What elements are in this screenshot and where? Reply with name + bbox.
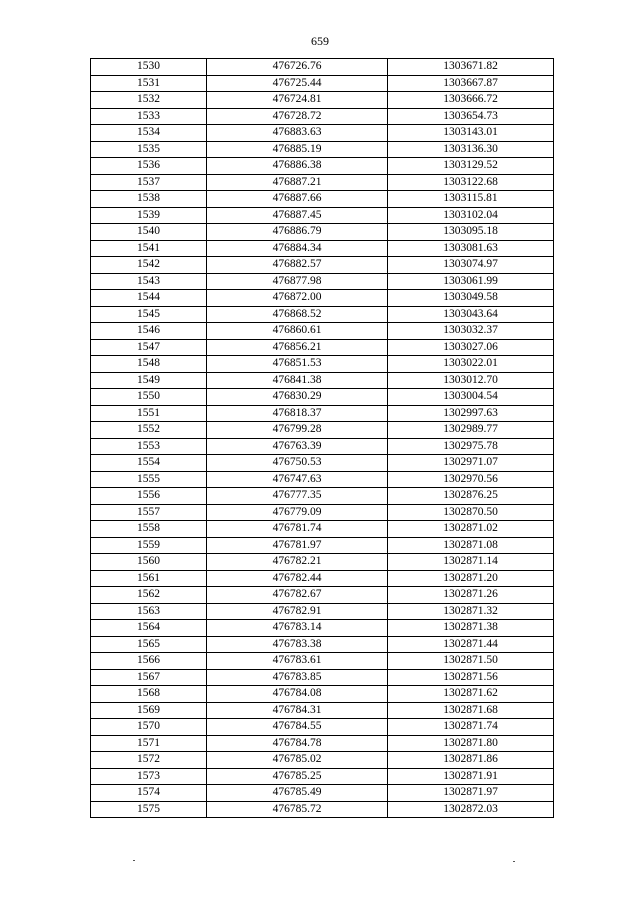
x-coordinate-cell: 476860.61 bbox=[207, 323, 388, 340]
y-coordinate-cell: 1302871.38 bbox=[388, 620, 554, 637]
table-row bbox=[91, 207, 554, 224]
table-row bbox=[91, 455, 554, 472]
point-number-cell: 1553 bbox=[91, 438, 207, 455]
y-coordinate-cell: 1302871.20 bbox=[388, 570, 554, 587]
table-row bbox=[91, 356, 554, 373]
y-coordinate-cell: 1303061.99 bbox=[388, 273, 554, 290]
table-row bbox=[91, 669, 554, 686]
table-row bbox=[91, 240, 554, 257]
x-coordinate-cell: 476779.09 bbox=[207, 504, 388, 521]
y-coordinate-cell: 1303136.30 bbox=[388, 141, 554, 158]
point-number-cell: 1556 bbox=[91, 488, 207, 505]
table-row bbox=[91, 92, 554, 109]
y-coordinate-cell: 1303095.18 bbox=[388, 224, 554, 241]
y-coordinate-cell: 1303081.63 bbox=[388, 240, 554, 257]
y-coordinate-cell: 1302871.56 bbox=[388, 669, 554, 686]
x-coordinate-cell: 476785.72 bbox=[207, 801, 388, 818]
table-row bbox=[91, 108, 554, 125]
y-coordinate-cell: 1302871.32 bbox=[388, 603, 554, 620]
point-number-cell: 1548 bbox=[91, 356, 207, 373]
x-coordinate-cell: 476887.21 bbox=[207, 174, 388, 191]
point-number-cell: 1565 bbox=[91, 636, 207, 653]
x-coordinate-cell: 476868.52 bbox=[207, 306, 388, 323]
point-number-cell: 1572 bbox=[91, 752, 207, 769]
y-coordinate-cell: 1302871.74 bbox=[388, 719, 554, 736]
scan-speck bbox=[133, 860, 135, 861]
point-number-cell: 1531 bbox=[91, 75, 207, 92]
table-row bbox=[91, 686, 554, 703]
point-number-cell: 1534 bbox=[91, 125, 207, 142]
point-number-cell: 1566 bbox=[91, 653, 207, 670]
x-coordinate-cell: 476872.00 bbox=[207, 290, 388, 307]
point-number-cell: 1561 bbox=[91, 570, 207, 587]
point-number-cell: 1567 bbox=[91, 669, 207, 686]
point-number-cell: 1533 bbox=[91, 108, 207, 125]
x-coordinate-cell: 476725.44 bbox=[207, 75, 388, 92]
x-coordinate-cell: 476785.25 bbox=[207, 768, 388, 785]
y-coordinate-cell: 1303671.82 bbox=[388, 59, 554, 76]
table-row bbox=[91, 422, 554, 439]
y-coordinate-cell: 1302871.08 bbox=[388, 537, 554, 554]
x-coordinate-cell: 476782.44 bbox=[207, 570, 388, 587]
x-coordinate-cell: 476782.21 bbox=[207, 554, 388, 571]
table-row bbox=[91, 323, 554, 340]
x-coordinate-cell: 476856.21 bbox=[207, 339, 388, 356]
table-row bbox=[91, 768, 554, 785]
y-coordinate-cell: 1302871.26 bbox=[388, 587, 554, 604]
point-number-cell: 1539 bbox=[91, 207, 207, 224]
x-coordinate-cell: 476783.14 bbox=[207, 620, 388, 637]
table-row bbox=[91, 587, 554, 604]
x-coordinate-cell: 476886.38 bbox=[207, 158, 388, 175]
y-coordinate-cell: 1303049.58 bbox=[388, 290, 554, 307]
y-coordinate-cell: 1302971.07 bbox=[388, 455, 554, 472]
point-number-cell: 1535 bbox=[91, 141, 207, 158]
point-number-cell: 1540 bbox=[91, 224, 207, 241]
table-row bbox=[91, 174, 554, 191]
x-coordinate-cell: 476882.57 bbox=[207, 257, 388, 274]
x-coordinate-cell: 476783.61 bbox=[207, 653, 388, 670]
x-coordinate-cell: 476883.63 bbox=[207, 125, 388, 142]
x-coordinate-cell: 476763.39 bbox=[207, 438, 388, 455]
table-row bbox=[91, 438, 554, 455]
point-number-cell: 1541 bbox=[91, 240, 207, 257]
point-number-cell: 1558 bbox=[91, 521, 207, 538]
point-number-cell: 1546 bbox=[91, 323, 207, 340]
table-body bbox=[91, 59, 554, 818]
x-coordinate-cell: 476750.53 bbox=[207, 455, 388, 472]
x-coordinate-cell: 476782.91 bbox=[207, 603, 388, 620]
x-coordinate-cell: 476785.49 bbox=[207, 785, 388, 802]
point-number-cell: 1571 bbox=[91, 735, 207, 752]
y-coordinate-cell: 1303032.37 bbox=[388, 323, 554, 340]
point-number-cell: 1550 bbox=[91, 389, 207, 406]
table-row bbox=[91, 521, 554, 538]
page-number: 659 bbox=[311, 34, 329, 48]
x-coordinate-cell: 476818.37 bbox=[207, 405, 388, 422]
x-coordinate-cell: 476885.19 bbox=[207, 141, 388, 158]
x-coordinate-cell: 476785.02 bbox=[207, 752, 388, 769]
point-number-cell: 1536 bbox=[91, 158, 207, 175]
table-row bbox=[91, 653, 554, 670]
table-row bbox=[91, 719, 554, 736]
y-coordinate-cell: 1303666.72 bbox=[388, 92, 554, 109]
table-row bbox=[91, 570, 554, 587]
x-coordinate-cell: 476781.74 bbox=[207, 521, 388, 538]
table-row bbox=[91, 125, 554, 142]
point-number-cell: 1547 bbox=[91, 339, 207, 356]
x-coordinate-cell: 476781.97 bbox=[207, 537, 388, 554]
y-coordinate-cell: 1302989.77 bbox=[388, 422, 554, 439]
x-coordinate-cell: 476830.29 bbox=[207, 389, 388, 406]
table-row bbox=[91, 603, 554, 620]
y-coordinate-cell: 1302871.91 bbox=[388, 768, 554, 785]
x-coordinate-cell: 476726.76 bbox=[207, 59, 388, 76]
point-number-cell: 1554 bbox=[91, 455, 207, 472]
y-coordinate-cell: 1302871.44 bbox=[388, 636, 554, 653]
y-coordinate-cell: 1302997.63 bbox=[388, 405, 554, 422]
point-number-cell: 1549 bbox=[91, 372, 207, 389]
y-coordinate-cell: 1302876.25 bbox=[388, 488, 554, 505]
table-row bbox=[91, 75, 554, 92]
table-row bbox=[91, 620, 554, 637]
table-row bbox=[91, 339, 554, 356]
table-row bbox=[91, 306, 554, 323]
table-row bbox=[91, 372, 554, 389]
point-number-cell: 1562 bbox=[91, 587, 207, 604]
point-number-cell: 1569 bbox=[91, 702, 207, 719]
point-number-cell: 1542 bbox=[91, 257, 207, 274]
x-coordinate-cell: 476728.72 bbox=[207, 108, 388, 125]
table-row bbox=[91, 504, 554, 521]
point-number-cell: 1551 bbox=[91, 405, 207, 422]
table-row bbox=[91, 224, 554, 241]
y-coordinate-cell: 1303004.54 bbox=[388, 389, 554, 406]
table-row bbox=[91, 636, 554, 653]
point-number-cell: 1544 bbox=[91, 290, 207, 307]
table-row bbox=[91, 471, 554, 488]
x-coordinate-cell: 476747.63 bbox=[207, 471, 388, 488]
coordinates-table bbox=[90, 58, 554, 818]
point-number-cell: 1563 bbox=[91, 603, 207, 620]
x-coordinate-cell: 476877.98 bbox=[207, 273, 388, 290]
x-coordinate-cell: 476783.38 bbox=[207, 636, 388, 653]
point-number-cell: 1530 bbox=[91, 59, 207, 76]
x-coordinate-cell: 476799.28 bbox=[207, 422, 388, 439]
y-coordinate-cell: 1302871.86 bbox=[388, 752, 554, 769]
table-row bbox=[91, 59, 554, 76]
x-coordinate-cell: 476784.31 bbox=[207, 702, 388, 719]
y-coordinate-cell: 1303012.70 bbox=[388, 372, 554, 389]
table-row bbox=[91, 158, 554, 175]
point-number-cell: 1573 bbox=[91, 768, 207, 785]
y-coordinate-cell: 1302871.02 bbox=[388, 521, 554, 538]
point-number-cell: 1543 bbox=[91, 273, 207, 290]
x-coordinate-cell: 476777.35 bbox=[207, 488, 388, 505]
y-coordinate-cell: 1303122.68 bbox=[388, 174, 554, 191]
point-number-cell: 1545 bbox=[91, 306, 207, 323]
x-coordinate-cell: 476887.66 bbox=[207, 191, 388, 208]
table-row bbox=[91, 554, 554, 571]
point-number-cell: 1564 bbox=[91, 620, 207, 637]
x-coordinate-cell: 476851.53 bbox=[207, 356, 388, 373]
x-coordinate-cell: 476724.81 bbox=[207, 92, 388, 109]
y-coordinate-cell: 1303043.64 bbox=[388, 306, 554, 323]
table-row bbox=[91, 389, 554, 406]
y-coordinate-cell: 1302871.68 bbox=[388, 702, 554, 719]
y-coordinate-cell: 1302871.14 bbox=[388, 554, 554, 571]
table-row bbox=[91, 405, 554, 422]
table-row bbox=[91, 801, 554, 818]
point-number-cell: 1532 bbox=[91, 92, 207, 109]
table-row bbox=[91, 785, 554, 802]
table-row bbox=[91, 257, 554, 274]
point-number-cell: 1537 bbox=[91, 174, 207, 191]
y-coordinate-cell: 1302870.50 bbox=[388, 504, 554, 521]
point-number-cell: 1552 bbox=[91, 422, 207, 439]
y-coordinate-cell: 1303027.06 bbox=[388, 339, 554, 356]
point-number-cell: 1574 bbox=[91, 785, 207, 802]
y-coordinate-cell: 1302970.56 bbox=[388, 471, 554, 488]
table-row bbox=[91, 290, 554, 307]
x-coordinate-cell: 476784.78 bbox=[207, 735, 388, 752]
point-number-cell: 1555 bbox=[91, 471, 207, 488]
point-number-cell: 1570 bbox=[91, 719, 207, 736]
y-coordinate-cell: 1303667.87 bbox=[388, 75, 554, 92]
table-row bbox=[91, 488, 554, 505]
point-number-cell: 1568 bbox=[91, 686, 207, 703]
table-row bbox=[91, 273, 554, 290]
y-coordinate-cell: 1302975.78 bbox=[388, 438, 554, 455]
y-coordinate-cell: 1302871.97 bbox=[388, 785, 554, 802]
y-coordinate-cell: 1302871.50 bbox=[388, 653, 554, 670]
y-coordinate-cell: 1303102.04 bbox=[388, 207, 554, 224]
y-coordinate-cell: 1303074.97 bbox=[388, 257, 554, 274]
y-coordinate-cell: 1303115.81 bbox=[388, 191, 554, 208]
point-number-cell: 1557 bbox=[91, 504, 207, 521]
table-row bbox=[91, 141, 554, 158]
y-coordinate-cell: 1303143.01 bbox=[388, 125, 554, 142]
point-number-cell: 1575 bbox=[91, 801, 207, 818]
x-coordinate-cell: 476783.85 bbox=[207, 669, 388, 686]
x-coordinate-cell: 476841.38 bbox=[207, 372, 388, 389]
table-row bbox=[91, 735, 554, 752]
point-number-cell: 1559 bbox=[91, 537, 207, 554]
point-number-cell: 1538 bbox=[91, 191, 207, 208]
y-coordinate-cell: 1303654.73 bbox=[388, 108, 554, 125]
x-coordinate-cell: 476886.79 bbox=[207, 224, 388, 241]
y-coordinate-cell: 1302871.62 bbox=[388, 686, 554, 703]
table-row bbox=[91, 191, 554, 208]
y-coordinate-cell: 1303022.01 bbox=[388, 356, 554, 373]
y-coordinate-cell: 1303129.52 bbox=[388, 158, 554, 175]
x-coordinate-cell: 476887.45 bbox=[207, 207, 388, 224]
table-row bbox=[91, 702, 554, 719]
y-coordinate-cell: 1302871.80 bbox=[388, 735, 554, 752]
x-coordinate-cell: 476782.67 bbox=[207, 587, 388, 604]
x-coordinate-cell: 476784.55 bbox=[207, 719, 388, 736]
x-coordinate-cell: 476784.08 bbox=[207, 686, 388, 703]
table-row bbox=[91, 537, 554, 554]
point-number-cell: 1560 bbox=[91, 554, 207, 571]
table-row bbox=[91, 752, 554, 769]
x-coordinate-cell: 476884.34 bbox=[207, 240, 388, 257]
scan-speck bbox=[513, 861, 515, 862]
y-coordinate-cell: 1302872.03 bbox=[388, 801, 554, 818]
